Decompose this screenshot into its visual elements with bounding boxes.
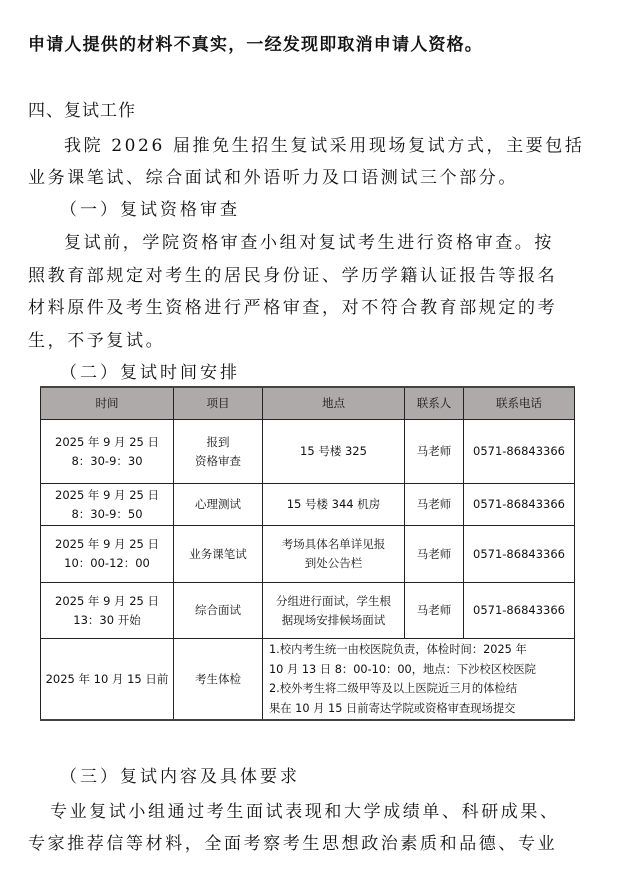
contact-cell: 马老师 xyxy=(405,420,464,484)
location-cell: 15 号楼 344 机房 xyxy=(263,484,405,526)
time-cell: 2025 年 9 月 25 日 10：00-12：00 xyxy=(41,526,174,583)
phone-cell: 0571-86843366 xyxy=(464,484,575,526)
table-row xyxy=(41,420,575,484)
subsection-heading: （一）复试资格审查 xyxy=(60,200,240,220)
paragraph-line: 专家推荐信等材料，全面考察考生思想政治素质和品德、专业 xyxy=(28,834,558,854)
contact-cell: 马老师 xyxy=(405,484,464,526)
column-header-time: 时间 xyxy=(41,387,174,420)
item-cell: 综合面试 xyxy=(174,583,263,639)
location-cell: 考场具体名单详见报 到处公告栏 xyxy=(263,526,405,583)
paragraph-line: 生，不予复试。 xyxy=(28,331,166,351)
time-cell: 2025 年 9 月 25 日 13：30 开始 xyxy=(41,583,174,639)
contact-cell: 马老师 xyxy=(405,526,464,583)
section-heading: 四、复试工作 xyxy=(28,101,136,121)
table-row xyxy=(41,526,575,583)
subsection-heading: （三）复试内容及具体要求 xyxy=(60,767,300,787)
table-header-row xyxy=(41,387,575,420)
table-row xyxy=(41,583,575,639)
paragraph-line: 业务课笔试、综合面试和外语听力及口语测试三个部分。 xyxy=(28,168,518,188)
item-cell: 考生体检 xyxy=(174,639,263,721)
paragraph-line: 复试前，学院资格审查小组对复试考生进行资格审查。按 xyxy=(64,233,554,253)
item-cell: 心理测试 xyxy=(174,484,263,526)
schedule-table xyxy=(40,386,575,721)
column-header-phone: 联系电话 xyxy=(464,387,575,420)
table-row xyxy=(41,484,575,526)
time-cell: 2025 年 10 月 15 日前 xyxy=(41,639,174,721)
phone-cell: 0571-86843366 xyxy=(464,526,575,583)
column-header-item: 项目 xyxy=(174,387,263,420)
time-cell: 2025 年 9 月 25 日 8：30-9：30 xyxy=(41,420,174,484)
phone-cell: 0571-86843366 xyxy=(464,420,575,484)
table-row xyxy=(41,639,575,721)
intro-paragraph: 申请人提供的材料不真实，一经发现即取消申请人资格。 xyxy=(28,35,483,55)
column-header-location: 地点 xyxy=(263,387,405,420)
item-cell: 业务课笔试 xyxy=(174,526,263,583)
paragraph-line: 专业复试小组通过考生面试表现和大学成绩单、科研成果、 xyxy=(50,802,560,822)
location-cell: 分组进行面试，学生根 据现场安排候场面试 xyxy=(263,583,405,639)
paragraph-line: 我院 2026 届推免生招生复试采用现场复试方式，主要包括 xyxy=(64,136,585,156)
time-cell: 2025 年 9 月 25 日 8：30-9：50 xyxy=(41,484,174,526)
paragraph-line: 照教育部规定对考生的居民身份证、学历学籍认证报告等报名 xyxy=(28,266,558,286)
item-cell: 报到 资格审查 xyxy=(174,420,263,484)
notes-cell: 1.校内考生统一由校医院负责，体检时间：2025 年 10 月 13 日 8：00-10：00，地点：下沙校区校医院 2.校外考生将二级甲等及以上医院近三月的体检结 果在 10 月 15 日前寄达学院或资格审查现场提交 xyxy=(263,639,575,721)
contact-cell: 马老师 xyxy=(405,583,464,639)
paragraph-line: 材料原件及考生资格进行严格审查，对不符合教育部规定的考 xyxy=(28,298,558,318)
location-cell: 15 号楼 325 xyxy=(263,420,405,484)
column-header-contact: 联系人 xyxy=(405,387,464,420)
phone-cell: 0571-86843366 xyxy=(464,583,575,639)
subsection-heading: （二）复试时间安排 xyxy=(60,363,240,383)
